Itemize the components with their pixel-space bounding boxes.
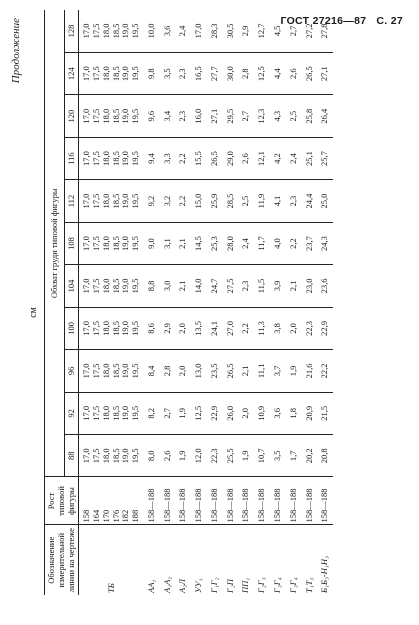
value-item: 19,0 [120,236,131,251]
value-cell: 22,3 [207,435,223,477]
value-cell: 12,3 [254,95,270,137]
value-cell [79,52,144,94]
value-cell: 4,5 [270,10,286,52]
value-item: 18,0 [100,278,111,294]
value-item: 19,0 [120,23,131,39]
row-height [160,477,176,525]
value-cell: 2,4 [238,222,254,264]
value-item: 19,5 [130,405,141,421]
table-row [79,10,144,595]
value-item: 19,0 [120,108,131,124]
value-cell: 9,2 [144,180,160,222]
value-cell: 2,7 [238,95,254,137]
value-item: 18,5 [110,236,121,251]
value-cell: 23,5 [207,350,223,392]
column-header-height: Рост типовой фигуры [45,477,79,525]
table-row [160,10,176,595]
value-item: 18,5 [110,405,121,421]
value-cell: 3,1 [160,222,176,264]
value-item: 18,5 [110,193,121,209]
height-value: 164 [91,509,102,523]
value-cell: 27,0 [223,307,239,349]
height-value: 158—188 [145,488,156,523]
value-item: 18,5 [110,151,121,167]
height-value: 170 [100,509,111,523]
value-item: 17,0 [81,363,92,379]
value-cell: 3,5 [270,435,286,477]
value-cell: 2,7 [160,392,176,434]
value-cell: 24,7 [207,265,223,307]
height-value: 188 [130,509,141,523]
value-cell: 2,3 [175,95,191,137]
row-height [144,477,160,525]
height-value: 158—188 [193,488,204,523]
value-cell: 4,0 [270,222,286,264]
value-item: 19,5 [130,193,141,209]
value-cell: 2,2 [286,222,302,264]
value-cell: 26,4 [317,95,333,137]
value-cell: 10,9 [254,392,270,434]
value-cell: 3,7 [270,350,286,392]
height-value: 158—188 [303,488,314,523]
value-cell: 10,0 [144,10,160,52]
value-item: 19,5 [130,320,141,336]
value-cell: 27,8 [317,10,333,52]
standard-number: ГОСТ 27216—87 [280,15,367,27]
value-cell: 2,0 [175,307,191,349]
value-cell: 29,5 [223,95,239,137]
value-cell: 17,0 [191,10,207,52]
value-item: 18,0 [100,108,111,124]
value-cell: 14,0 [191,265,207,307]
value-cell: 11,3 [254,307,270,349]
height-value: 158—188 [161,488,172,523]
value-item: 17,5 [91,405,102,421]
value-item: 17,5 [91,23,102,39]
value-item: 19,5 [130,23,141,39]
value-item: 18,0 [100,363,111,379]
value-cell: 8,0 [144,435,160,477]
value-cell: 28,0 [223,222,239,264]
girth-header: 88 [64,435,78,477]
value-cell: 11,9 [254,180,270,222]
value-cell: 27,2 [302,10,318,52]
continuation-label: Продолжение [10,18,22,84]
value-cell [79,137,144,179]
value-cell: 2,6 [238,137,254,179]
value-cell: 2,3 [238,265,254,307]
value-cell [79,307,144,349]
value-item: 17,5 [91,448,102,464]
value-cell: 26,5 [207,137,223,179]
height-value: 158—188 [256,488,267,523]
row-label: А₁А₂ [161,576,172,593]
value-cell: 25,3 [207,222,223,264]
girth-header: 112 [64,180,78,222]
girth-header: 116 [64,137,78,179]
girth-header: 104 [64,265,78,307]
value-cell: 2,9 [160,307,176,349]
value-cell: 3,6 [270,392,286,434]
value-cell: 2,6 [286,52,302,94]
value-cell: 8,8 [144,265,160,307]
value-cell: 14,5 [191,222,207,264]
value-cell: 2,5 [238,180,254,222]
value-cell: 2,1 [175,222,191,264]
value-cell: 9,4 [144,137,160,179]
value-item: 18,0 [100,23,111,39]
girth-header: 128 [64,10,78,52]
value-cell: 12,5 [191,392,207,434]
row-height [302,477,318,525]
value-cell: 2,7 [286,10,302,52]
value-item: 17,0 [81,448,92,464]
table-row [144,10,160,595]
height-value: 158—188 [319,488,330,523]
value-item: 17,0 [81,405,92,421]
value-item: 17,0 [81,151,92,167]
value-item: 19,0 [120,448,131,464]
value-cell: 24,4 [302,180,318,222]
row-height [175,477,191,525]
row-height [254,477,270,525]
value-item: 19,0 [120,151,131,167]
column-header-girth-group: Обхват груди типовой фигуры [45,10,65,477]
value-cell: 11,7 [254,222,270,264]
row-height [79,477,144,525]
value-cell: 25,9 [207,180,223,222]
value-cell [79,180,144,222]
value-cell: 12,7 [254,10,270,52]
value-cell: 2,3 [286,180,302,222]
row-label: АА₁ [145,579,156,593]
value-cell: 12,0 [191,435,207,477]
value-cell: 1,9 [286,350,302,392]
value-cell: 12,1 [254,137,270,179]
value-item: 19,0 [120,278,131,294]
value-cell: 22,3 [302,307,318,349]
height-value: 158—188 [287,488,298,523]
row-label: Б₁Б₃-Н₁Н₃ [319,556,330,593]
value-cell: 2,0 [175,350,191,392]
value-item: 18,0 [100,66,111,82]
height-value: 158—188 [240,488,251,523]
value-cell: 13,0 [191,350,207,392]
value-cell [79,95,144,137]
value-cell: 1,8 [286,392,302,434]
value-item: 17,0 [81,23,92,39]
value-item: 18,0 [100,320,111,336]
value-cell: 26,0 [223,392,239,434]
value-cell [79,392,144,434]
value-item: 19,5 [130,151,141,167]
height-value: 158 [81,509,92,523]
value-cell: 23,0 [302,265,318,307]
value-item: 18,0 [100,405,111,421]
value-cell: 22,9 [207,392,223,434]
value-cell: 16,0 [191,95,207,137]
value-cell: 12,5 [254,52,270,94]
value-cell: 24,3 [317,222,333,264]
value-cell: 1,9 [175,392,191,434]
value-cell: 3,0 [160,265,176,307]
value-item: 19,0 [120,193,131,209]
value-cell: 9,8 [144,52,160,94]
value-cell: 16,5 [191,52,207,94]
table-row [270,10,286,595]
row-height [207,477,223,525]
value-cell: 9,0 [144,222,160,264]
row-height [223,477,239,525]
value-item: 17,5 [91,193,102,209]
value-cell: 2,1 [238,350,254,392]
value-item: 18,5 [110,278,121,294]
value-cell [79,350,144,392]
value-cell: 28,3 [207,10,223,52]
value-item: 19,0 [120,66,131,82]
value-cell: 21,6 [302,350,318,392]
value-cell: 25,7 [317,137,333,179]
table-row [254,10,270,595]
height-value: 182 [120,509,131,523]
value-cell: 3,5 [160,52,176,94]
value-item: 17,5 [91,363,102,379]
value-item: 17,5 [91,278,102,294]
value-item: 17,5 [91,66,102,82]
page-number: С. 27 [376,15,403,27]
value-cell: 27,1 [207,95,223,137]
column-header-label: Обозначение измерительной линии на чертеже [45,525,79,595]
value-cell: 8,6 [144,307,160,349]
value-cell: 2,2 [175,180,191,222]
value-cell: 2,1 [286,265,302,307]
value-item: 17,0 [81,320,92,336]
value-item: 18,5 [110,66,121,82]
value-item: 17,5 [91,151,102,167]
value-item: 18,0 [100,193,111,209]
row-label: Г₃Г₄ [272,577,283,593]
table-row [286,10,302,595]
table-row [191,10,207,595]
value-cell: 2,2 [175,137,191,179]
value-item: 19,0 [120,320,131,336]
value-cell: 26,5 [223,350,239,392]
value-cell [79,10,144,52]
value-cell [79,265,144,307]
value-item: 19,5 [130,66,141,82]
value-cell: 30,5 [223,10,239,52]
value-cell: 2,2 [238,307,254,349]
value-cell: 20,8 [317,435,333,477]
value-item: 18,0 [100,448,111,464]
value-cell: 25,5 [223,435,239,477]
girth-header: 120 [64,95,78,137]
table-body [79,10,333,595]
table-row [238,10,254,595]
value-cell: 2,5 [286,95,302,137]
value-cell: 2,9 [238,10,254,52]
value-item: 17,0 [81,236,92,251]
value-cell: 8,4 [144,350,160,392]
girth-header: 108 [64,222,78,264]
row-label: А₂Л [177,579,188,593]
row-label: Г₃Г₄ [287,577,298,593]
row-height [238,477,254,525]
value-cell [79,435,144,477]
girth-header: 124 [64,52,78,94]
value-cell: 8,2 [144,392,160,434]
row-height [317,477,333,525]
value-cell: 27,1 [317,52,333,94]
height-value: 158—188 [177,488,188,523]
height-value: 176 [110,509,121,523]
value-cell: 25,0 [317,180,333,222]
value-cell: 2,6 [160,435,176,477]
value-cell: 2,0 [286,307,302,349]
value-cell: 3,8 [270,307,286,349]
value-cell: 23,7 [302,222,318,264]
value-cell: 27,7 [207,52,223,94]
value-item: 18,0 [100,236,111,251]
value-cell: 30,0 [223,52,239,94]
table-row [302,10,318,595]
value-cell: 22,9 [317,307,333,349]
table-row [317,10,333,595]
value-cell: 2,4 [286,137,302,179]
value-item: 17,0 [81,66,92,82]
row-label: ПП₁ [240,577,251,593]
row-height [191,477,207,525]
row-label: УУ₁ [193,578,204,593]
height-value: 158—188 [224,488,235,523]
value-item: 17,0 [81,108,92,124]
value-item: 17,5 [91,108,102,124]
value-cell: 2,1 [175,265,191,307]
measurements-table [44,10,333,595]
row-label: Т₁Т₃ [303,577,314,593]
value-cell: 3,3 [160,137,176,179]
value-cell: 4,3 [270,95,286,137]
row-label: Г₂Г₃ [256,577,267,593]
unit-label: см [28,307,39,318]
value-item: 19,0 [120,363,131,379]
value-cell: 20,2 [302,435,318,477]
value-cell: 22,2 [317,350,333,392]
value-item: 18,5 [110,320,121,336]
value-cell: 21,5 [317,392,333,434]
value-cell: 3,6 [160,10,176,52]
value-cell: 25,1 [302,137,318,179]
value-item: 19,0 [120,405,131,421]
value-cell: 24,1 [207,307,223,349]
value-item: 17,5 [91,320,102,336]
value-cell: 13,5 [191,307,207,349]
value-cell: 23,6 [317,265,333,307]
value-cell: 3,9 [270,265,286,307]
value-cell [79,222,144,264]
value-cell: 4,1 [270,180,286,222]
value-cell: 29,0 [223,137,239,179]
value-cell: 2,3 [175,52,191,94]
value-cell: 1,9 [238,435,254,477]
value-item: 19,5 [130,448,141,464]
value-cell: 1,7 [286,435,302,477]
height-value: 158—188 [208,488,219,523]
value-item: 17,5 [91,236,102,251]
row-height [286,477,302,525]
girth-header: 100 [64,307,78,349]
height-value: 158—188 [272,488,283,523]
girth-header: 96 [64,350,78,392]
value-cell: 10,7 [254,435,270,477]
value-cell: 20,9 [302,392,318,434]
value-cell: 2,8 [238,52,254,94]
value-cell: 4,4 [270,52,286,94]
value-cell: 3,2 [160,180,176,222]
value-item: 17,0 [81,278,92,294]
table-row [207,10,223,595]
value-cell: 15,5 [191,137,207,179]
value-item: 19,5 [130,363,141,379]
value-cell: 1,9 [175,435,191,477]
value-item: 18,5 [110,363,121,379]
row-label: Г₁Г₂ [208,577,219,593]
value-cell: 11,1 [254,350,270,392]
value-cell: 2,8 [160,350,176,392]
value-cell: 9,6 [144,95,160,137]
value-cell: 2,4 [175,10,191,52]
value-cell: 26,5 [302,52,318,94]
value-item: 18,5 [110,23,121,39]
value-cell: 15,0 [191,180,207,222]
girth-header: 92 [64,392,78,434]
table-row [223,10,239,595]
row-label: Г₂П [224,579,235,593]
row-height [270,477,286,525]
value-cell: 28,5 [223,180,239,222]
value-cell: 25,8 [302,95,318,137]
value-cell: 11,5 [254,265,270,307]
value-cell: 4,2 [270,137,286,179]
table-row [175,10,191,595]
value-item: 17,0 [81,193,92,209]
row-label: ТБ [105,583,116,593]
value-cell: 3,4 [160,95,176,137]
value-item: 18,5 [110,448,121,464]
value-cell: 2,0 [238,392,254,434]
value-item: 18,5 [110,108,121,124]
value-item: 19,5 [130,108,141,124]
value-item: 18,0 [100,151,111,167]
value-cell: 27,5 [223,265,239,307]
value-item: 19,5 [130,278,141,294]
value-item: 19,5 [130,236,141,251]
